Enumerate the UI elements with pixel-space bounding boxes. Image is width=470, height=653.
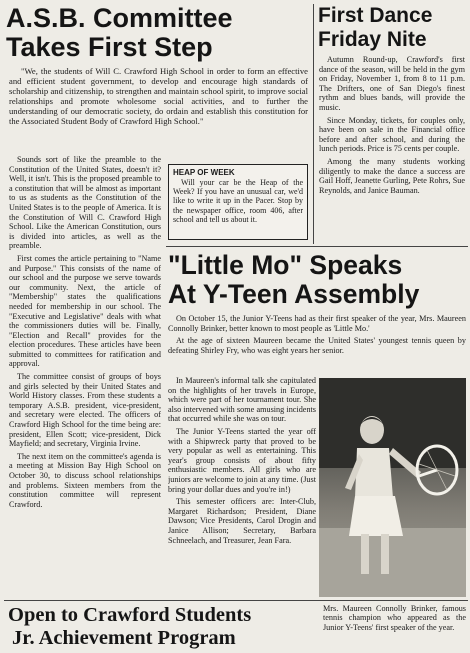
heap-of-week-title: HEAP OF WEEK — [173, 168, 235, 177]
column-rule — [313, 4, 314, 244]
asb-body-column — [9, 155, 161, 607]
mo-headline-line1: "Little Mo" Speaks — [168, 250, 403, 280]
mo-lead-text-2: At the age of sixteen Maureen became the United States' youngest tennis queen by defeating Shirley Fry, who was eight years her senior. — [168, 336, 466, 355]
dance-paragraph: Since Monday, tickets, for couples only, have been on sale in the Financial office before and after school, and during the lunch periods. Price is 75 cents per couple. — [319, 115, 465, 154]
asb-preamble-text: "We, the students of Will C. Crawford High School in order to form an effective and efficient student government, to develop and encourage high standards of scholarship and citizenship, to strengthen and maintain school spirit, to improve social relationships and promote wholesome social activities, and to further the understanding of our democratic society, do ordain and establish this constitution for the Associated Student Body of Crawford High School." — [9, 66, 308, 127]
mo-body-column — [168, 376, 316, 598]
mo-headline — [168, 252, 468, 307]
heap-of-week-text: Will your car be the Heap of the Week? If you have an unusual car, we'd like to write it up in the Pacer. Stop by the newspaper office, room 406, after school and tell us about it. — [173, 178, 303, 224]
asb-headline-line1: A.S.B. Committee — [6, 3, 233, 33]
achievement-headline — [8, 604, 318, 650]
mo-headline-line2: At Y-Teen Assembly — [168, 278, 420, 309]
asb-headline — [6, 5, 311, 61]
achievement-headline-line1: Open to Crawford Students — [8, 604, 252, 626]
asb-headline-line2: Takes First Step — [6, 32, 213, 62]
section-rule — [166, 246, 468, 247]
dance-headline-line2: Friday Nite — [318, 28, 427, 51]
mo-paragraph: This semester officers are: Inter-Club, Margaret Richardson; President, Diane Dawson; Vice Presidents, Carol Drogin and Janice Allison; Secretary, Barbara Schneelach, and Treasurer, Jean Fara. — [168, 497, 316, 545]
heap-of-week-box — [168, 164, 308, 240]
achievement-headline-line2: Jr. Achievement Program — [12, 627, 236, 649]
asb-paragraph: First comes the article pertaining to "Name and Purpose." This consists of the name of our school and the purpose we serve towards our community. Next, the article of "Membership" states the qualifications needed for membership in our school. The "Executive and Legislative" deals with what the commissioners duties will be. Finally, "Election and Recall" provides for the election procedures. These articles have been submitted to committees for ratification and approval. — [9, 253, 161, 369]
dance-paragraph: Autumn Round-up, Crawford's first dance of the season, will be held in the gym on Friday, November 1, from 8 to 11 p.m. The Drifters, one of San Diego's finest rythm and blues bands, will provide the music. — [319, 55, 465, 112]
tennis-player-illustration — [319, 378, 466, 597]
mo-lead — [168, 314, 466, 358]
dance-body — [319, 55, 465, 243]
asb-paragraph: Sounds sort of like the preamble to the Constitution of the United States, doesn't it? Well, it isn't. This is the proposed preamble to a constitution that will be almost as important to us as students as the Constitution of the United States is to the people of America. It is the Constitution of Will C. Crawford High School. Like the American Constitution, ours is divided into articles, as well as the preamble. — [9, 155, 161, 251]
dance-headline — [318, 5, 468, 50]
photo-caption: Mrs. Maureen Connolly Brinker, famous tennis champion who appeared as the Junior Y-Teens' first speaker of the year. — [323, 604, 466, 632]
bottom-rule — [4, 600, 468, 601]
mo-paragraph: In Maureen's informal talk she capitulated on the highlights of her travels in Europe, which were part of her tournament tour. She also intervened with some amusing incidents that occurred while she was on tour. — [168, 376, 316, 424]
asb-preamble — [9, 66, 308, 130]
asb-paragraph: The next item on the committee's agenda is a meeting at Mission Bay High School on October 30, to discuss school relationships and problems. Sixteen members from the constitution committee will represent Crawford. — [9, 451, 161, 509]
dance-headline-line1: First Dance — [318, 4, 433, 27]
tennis-player-photo — [319, 378, 466, 597]
dance-paragraph: Among the many students working diligently to make the dance a success are Gail Hoff, Jeanette Gurling, Pete Rohrs, Sue Reynolds, and Janice Bauman. — [319, 156, 465, 195]
mo-lead-text: On October 15, the Junior Y-Teens had as their first speaker of the year, Mrs. Maureen Connolly Brinker, better known to most people as 'Little Mo.' — [168, 314, 466, 333]
asb-paragraph: The committee consist of groups of boys and girls selected by their United States and World History classes. From these students a temporary A.S.B. president, vice-president, and secretary were elected. The officers of Crawford High School for the time being are: president, Ellen Scott; vice-president, Dick Mayfield; and secretary, Virginia Irvine. — [9, 372, 161, 449]
mo-paragraph: The Junior Y-Teens started the year off with a Shipwreck party that proved to be very popular as well as entertaining. This year's group consists of about fifty enthusiastic members. All girls who are juniors are welcome to join at any time. (Just bring your dollar dues and you're in!) — [168, 426, 316, 494]
